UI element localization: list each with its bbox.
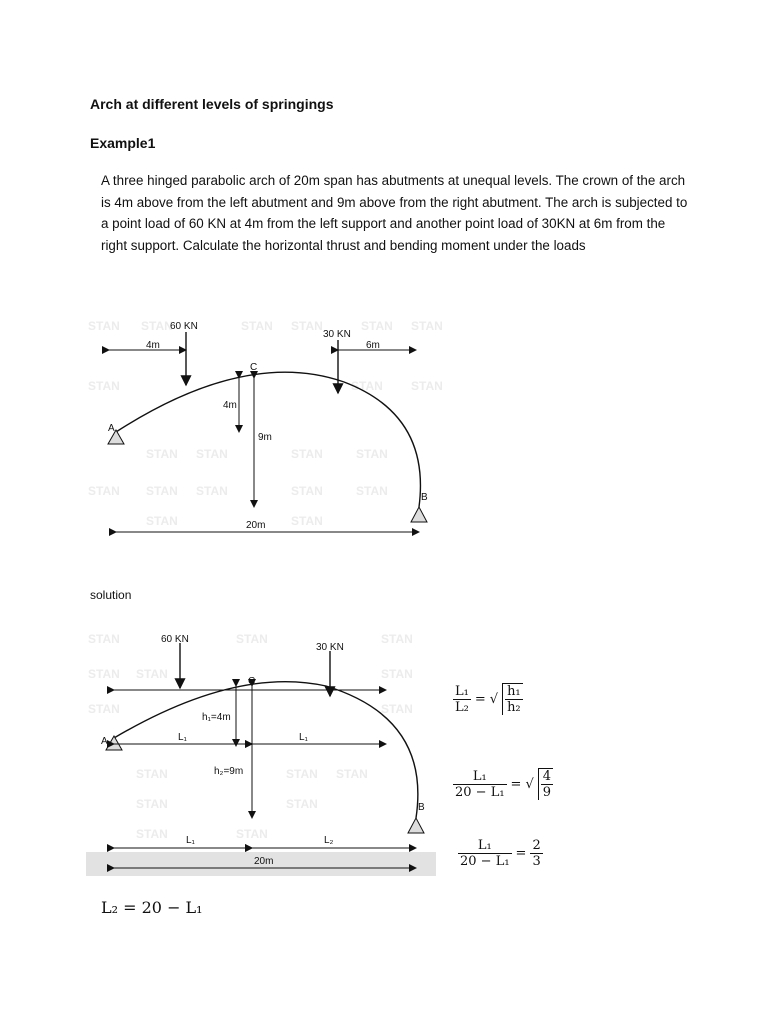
svg-text:STAN: STAN [351, 379, 383, 393]
equation-l2-relation: L₂ = 20 − L₁ [101, 898, 203, 917]
svg-text:STAN: STAN [196, 484, 228, 498]
svg-text:4m: 4m [223, 400, 237, 411]
solution-label: solution [90, 588, 132, 602]
svg-text:STAN: STAN [356, 484, 388, 498]
svg-text:STAN: STAN [88, 702, 120, 716]
svg-text:STAN: STAN [286, 797, 318, 811]
svg-text:STAN: STAN [196, 447, 228, 461]
support-a-icon [106, 736, 122, 750]
svg-text:60 KN: 60 KN [161, 634, 189, 645]
svg-text:A: A [108, 423, 115, 434]
svg-text:STAN: STAN [141, 319, 173, 333]
svg-text:h₂=9m: h₂=9m [214, 766, 244, 777]
watermark-grid [88, 632, 413, 841]
svg-text:9m: 9m [258, 432, 272, 443]
page-title: Arch at different levels of springings [90, 96, 334, 112]
svg-text:STAN: STAN [356, 447, 388, 461]
load-label-right: 30 KN [323, 329, 351, 340]
svg-text:STAN: STAN [88, 632, 120, 646]
svg-text:STAN: STAN [241, 319, 273, 333]
svg-text:6m: 6m [366, 340, 380, 351]
svg-text:STAN: STAN [291, 447, 323, 461]
svg-text:STAN: STAN [411, 319, 443, 333]
svg-text:4m: 4m [146, 340, 160, 351]
svg-text:L₁: L₁ [299, 732, 308, 743]
svg-text:C: C [248, 676, 256, 687]
equation-simplified: $\frac{\text{L₁}}{\text{20 − L₁}}$ = $\frac{2}{3}$ [460, 838, 541, 869]
svg-text:STAN: STAN [381, 632, 413, 646]
svg-text:STAN: STAN [236, 632, 268, 646]
equation-ratio: $\frac{\text{L₁}}{\text{L₂}}$ = √ $\frac{\text{h₁}}{\text{h₂}}$ [455, 683, 521, 715]
load-label-left: 60 KN [170, 321, 198, 332]
svg-text:STAN: STAN [136, 667, 168, 681]
svg-text:L₁: L₁ [178, 732, 187, 743]
svg-text:STAN: STAN [381, 667, 413, 681]
equation-substitute: $\frac{\text{L₁}}{\text{20 − L₁}}$ = √ $\frac{4}{9}$ [455, 768, 552, 800]
svg-text:STAN: STAN [88, 667, 120, 681]
svg-text:A: A [101, 736, 108, 747]
svg-text:STAN: STAN [88, 379, 120, 393]
svg-text:L₂: L₂ [324, 835, 334, 846]
svg-text:STAN: STAN [136, 767, 168, 781]
svg-text:STAN: STAN [146, 447, 178, 461]
arch-figure-1 [86, 310, 446, 545]
support-b-icon [408, 818, 424, 833]
svg-text:30 KN: 30 KN [316, 642, 344, 653]
svg-text:B: B [421, 492, 428, 503]
svg-text:STAN: STAN [336, 767, 368, 781]
svg-text:STAN: STAN [136, 827, 168, 841]
svg-text:L₁: L₁ [186, 835, 195, 846]
svg-text:STAN: STAN [361, 319, 393, 333]
support-b-icon [411, 507, 427, 522]
arch-figure-2 [86, 628, 446, 880]
example-heading: Example1 [90, 135, 156, 151]
svg-text:20m: 20m [254, 856, 274, 867]
svg-text:B: B [418, 802, 425, 813]
svg-text:STAN: STAN [136, 797, 168, 811]
svg-text:20m: 20m [246, 520, 266, 531]
svg-text:STAN: STAN [88, 484, 120, 498]
svg-text:STAN: STAN [88, 319, 120, 333]
svg-text:STAN: STAN [146, 484, 178, 498]
svg-text:h₁=4m: h₁=4m [202, 712, 231, 723]
svg-text:STAN: STAN [381, 702, 413, 716]
svg-text:STAN: STAN [411, 379, 443, 393]
svg-text:STAN: STAN [286, 767, 318, 781]
svg-text:C: C [250, 362, 258, 373]
svg-text:STAN: STAN [236, 827, 268, 841]
svg-text:STAN: STAN [146, 514, 178, 528]
svg-text:STAN: STAN [291, 514, 323, 528]
svg-text:STAN: STAN [291, 319, 323, 333]
svg-text:STAN: STAN [291, 484, 323, 498]
problem-statement: A three hinged parabolic arch of 20m span has abutments at unequal levels. The crown of the arch is 4m above from the left abutment and 9m above from the right abutment. The arch is subjected to a point load of 60 KN at 4m from the left support and another point load of 30KN at 6m from the right support. Calculate the horizontal thrust and bending moment under the loads [101, 173, 688, 253]
